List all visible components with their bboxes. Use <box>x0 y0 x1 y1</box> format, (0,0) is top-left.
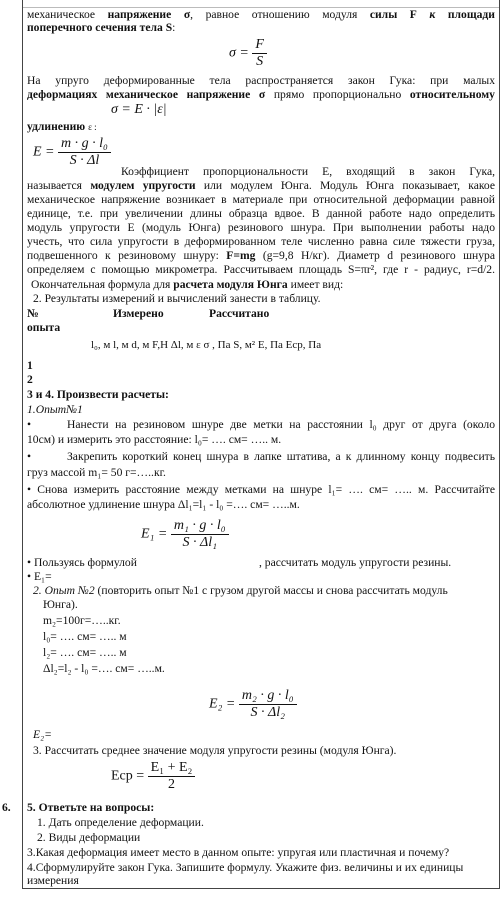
paragraph-line: , рассчитать модуль упругости резины. <box>259 556 452 569</box>
paragraph-line: Коэффициент пропорциональности E, входящий в закон Гука, <box>121 165 495 178</box>
section-heading: 5. Ответьте на вопросы: <box>27 801 155 814</box>
formula-den: S · Δl₁ <box>182 535 217 550</box>
cropped-top-line <box>23 0 499 8</box>
experiment-1-heading: 1.Опыт№1 <box>27 403 83 416</box>
text: расчета модуля Юнга <box>173 278 288 291</box>
text: модулем упругости <box>90 179 196 192</box>
outer-list-number: 6. <box>2 801 11 814</box>
text: (g=9,8 Н/кг). Диаметр d резинового шнура <box>262 249 495 262</box>
paragraph-line: l₀= …. см= ….. м <box>43 630 127 643</box>
formula-num: m₁ · g · l₀ <box>171 518 229 535</box>
section-heading: 3 и 4. Произвести расчеты: <box>27 388 169 401</box>
paragraph-line: Юнга). <box>43 598 78 611</box>
formula-den: S · Δl <box>69 153 100 168</box>
table-header-measured: Измерено <box>113 307 164 320</box>
paragraph-line <box>27 249 495 262</box>
paragraph-line: • Пользуясь формулой <box>27 556 137 569</box>
paragraph-line <box>27 88 495 101</box>
formula-lhs: E₁ = <box>141 526 168 542</box>
formula-lhs: Eср = <box>111 768 145 784</box>
paragraph-line: учесть, что сила упругости в деформированном теле численно равна силе тяжести груза, <box>27 235 495 248</box>
table-row-1: 1 <box>27 359 33 372</box>
formula-lhs: E = <box>33 144 55 160</box>
text: (повторить опыт №1 с грузом другой массы и снова рассчитать модуль <box>97 584 448 597</box>
paragraph-line: l₂= …. см= ….. м <box>43 646 127 659</box>
text: σ <box>183 8 191 21</box>
document-page <box>22 0 500 889</box>
question: измерения <box>27 874 79 887</box>
text: деформациях механическое напряжение σ <box>27 88 266 101</box>
paragraph-line: • Снова измерить расстояние между метками на шнуре l₁= …. см= ….. м. Рассчитайте <box>27 483 495 496</box>
paragraph-line: 10см) и измерить это расстояние: l₀= …. см= ….. м. <box>27 433 282 446</box>
formula-young <box>33 136 111 169</box>
text: к <box>429 8 436 21</box>
table-row-2: 2 <box>27 373 33 386</box>
question: 4.Сформулируйте закон Гука. Запишите формулу. Укажите физ. величины и их единицы <box>27 861 464 874</box>
text: механическое <box>27 8 96 21</box>
paragraph-line <box>27 8 495 21</box>
paragraph-line: Δl₂=l₂ - l₀ =…. см= …..м. <box>43 662 165 675</box>
text: , равное отношению модуля <box>190 8 358 21</box>
paragraph-line: Нанести на резиновом шнуре две метки на расстоянии l₀ друг от друга (около <box>67 418 495 431</box>
formula-den: S <box>256 54 264 69</box>
formula-num: m₂ · g · l₀ <box>239 688 297 705</box>
table-header-experiment: опыта <box>27 321 61 334</box>
paragraph-line <box>27 21 175 34</box>
formula-den: S · Δl₂ <box>250 705 285 720</box>
text: удлинению <box>27 120 86 133</box>
paragraph-line: 3. Рассчитать среднее значение модуля упругости резины (модуля Юнга). <box>33 744 397 757</box>
formula-e1 <box>141 518 229 551</box>
formula-num: E₁ + E₂ <box>148 760 196 777</box>
formula-lhs: E₂ = <box>209 696 236 712</box>
table-header-number: № <box>27 307 39 320</box>
formula-hooke: σ = E · |ε| <box>111 102 167 117</box>
text: 2. Опыт №2 <box>33 584 95 597</box>
text: имеет вид: <box>290 278 344 291</box>
text: Окончательная формула для <box>31 278 171 291</box>
paragraph-line: механическое напряжение возникает в материале при относительной деформации равной <box>27 193 495 206</box>
text: прямо пропорционально <box>273 88 402 101</box>
paragraph-line: определяем с помощью микрометра. Рассчитываем площадь S=πr², где r - радиус, r=d/2. <box>27 263 495 276</box>
paragraph-line: 2. Результаты измерений и вычислений занести в таблицу. <box>33 292 321 305</box>
formula-eavg <box>111 760 195 793</box>
paragraph-line: m₂=100г=…..кг. <box>43 614 121 627</box>
text: поперечного сечения тела S <box>27 21 173 34</box>
question: 2. Виды деформации <box>37 831 141 844</box>
paragraph-line <box>27 120 97 134</box>
formula-den: 2 <box>168 777 176 792</box>
paragraph-line <box>33 584 448 597</box>
text: силы F <box>369 8 417 21</box>
text: подвешенного к резиновому шнуру: <box>27 249 219 262</box>
formula-num: m · g · l₀ <box>58 136 111 153</box>
formula-e2 <box>209 688 297 721</box>
formula-sigma <box>229 37 267 70</box>
paragraph-line <box>31 278 343 291</box>
paragraph-line: • E₁= <box>27 570 52 583</box>
bullet: • <box>27 450 32 463</box>
text: площади <box>447 8 495 21</box>
paragraph-line: На упруго деформированные тела распространяется закон Гука: при малых <box>27 74 495 87</box>
text: напряжение <box>107 8 172 21</box>
paragraph-line: груз массой m₁= 50 г=…..кг. <box>27 466 166 479</box>
paragraph-line <box>27 179 495 192</box>
text: F=mg <box>226 249 256 262</box>
text: ε : <box>88 122 97 132</box>
question: 3.Какая деформация имеет место в данном опыте: упругая или пластичная и почему? <box>27 846 450 859</box>
formula-num: F <box>252 37 267 54</box>
question: 1. Дать определение деформации. <box>37 816 204 829</box>
paragraph-line: E₂= <box>33 728 52 741</box>
formula-lhs: σ = <box>229 45 249 61</box>
text: называется <box>27 179 83 192</box>
table-header-calculated: Рассчитано <box>209 307 270 320</box>
paragraph-line: единице, т.е. при увеличении длины образца вдвое. В данной работе надо определить <box>27 207 495 220</box>
text: : <box>172 21 176 34</box>
text: относительному <box>409 88 495 101</box>
text: или модулем Юнга. Модуль Юнга показывает, какое <box>203 179 496 192</box>
paragraph-line: Закрепить короткий конец шнура в лапке штатива, а к длинному концу подвесить <box>67 450 495 463</box>
table-columns: l₀, м l, м d, м F,H Δl, м ε σ , Па S, м² E, Па Eср, Па <box>91 339 322 351</box>
paragraph-line: абсолютное удлинение шнура Δl₁=l₁ - l₀ =…. см= …..м. <box>27 498 300 511</box>
paragraph-line: модуль упругости Е (модуль Юнга) резинового шнура. При выполнении работы надо <box>27 221 495 234</box>
bullet: • <box>27 418 32 431</box>
